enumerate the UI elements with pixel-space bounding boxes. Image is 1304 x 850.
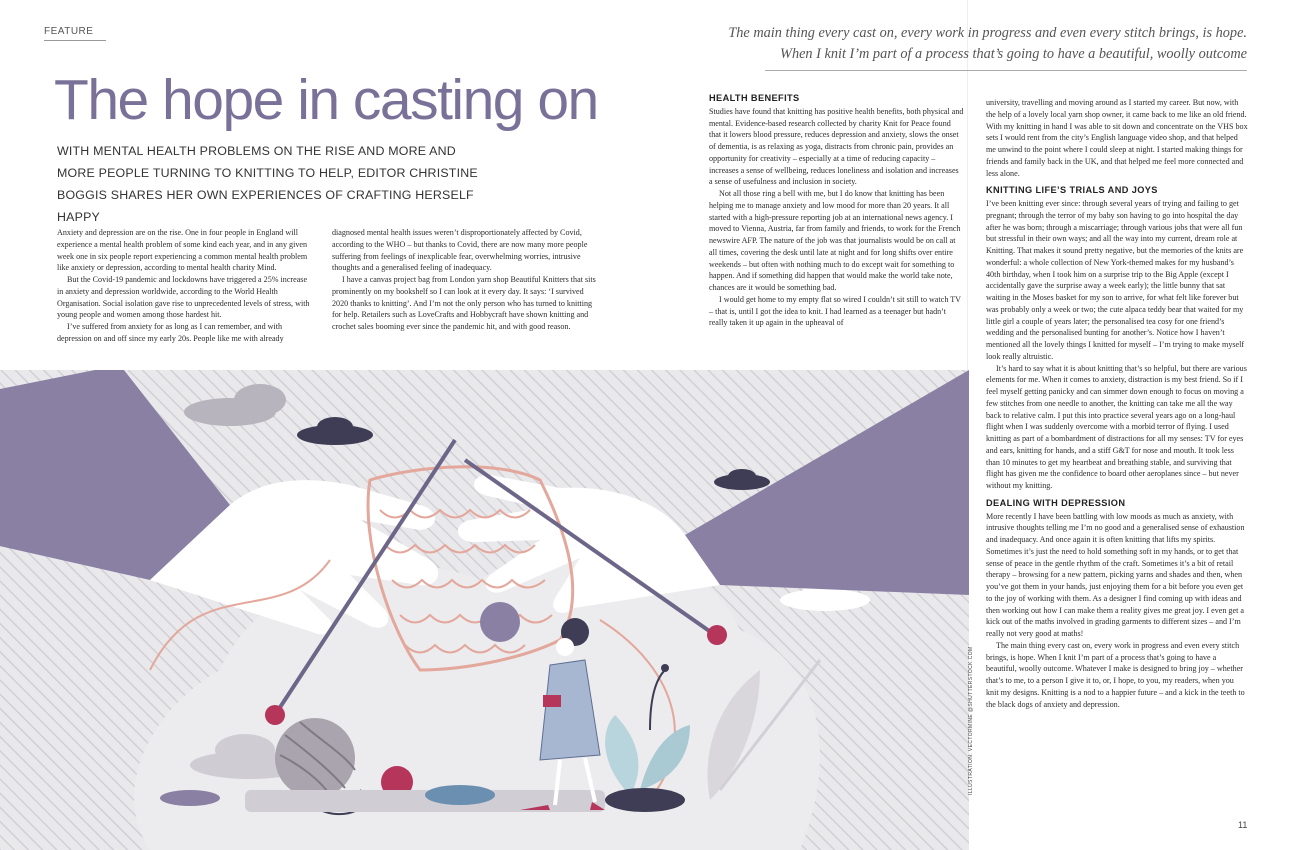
paragraph: But the Covid-19 pandemic and lockdowns have triggered a 25% increase in anxiety and depression worldwide, according to the World Health Organisation. Social isolation gave rise to unprecedented levels of stress, with young people and women among those hardest hit. [57, 275, 310, 320]
section-label: FEATURE [44, 26, 94, 37]
page-number: 11 [1238, 820, 1248, 830]
section-rule [44, 40, 106, 41]
body-column-3 [709, 93, 964, 329]
paragraph: Studies have found that knitting has positive health benefits, both physical and mental. Evidence-based research collected by charity Knit for Peace found that it lowers blood pressure, reduces depression and anxiety, slows the onset of dementia, is as relaxing as yoga, distracts from chronic pain, provides an opportunity for creativity – especially at a time of reducing capacity – increases a sense of wellbeing, reduces loneliness and isolation and increases a sense of usefulness and inclusion in society. [709, 106, 964, 187]
article-title: The hope in casting on [54, 68, 598, 132]
paragraph: diagnosed mental health issues weren’t disproportionately affected by Covid, according to the WHO – but thanks to Covid, there are now many more people suffering from feelings of inexplicable fear, overwhelming worries, intrusive thoughts and a generalised feeling of inadequacy. [332, 228, 588, 273]
body-column-4 [986, 97, 1248, 710]
subheading-dealing-with-depression: DEALING WITH DEPRESSION [986, 497, 1126, 508]
knitting-illustration [0, 370, 969, 850]
paragraph: More recently I have been battling with low moods as much as anxiety, with intrusive thoughts telling me I’m no good and a generalised sense of exhaustion and inadequacy. And once again it is often knitting that lifts my spirits. Sometimes it’s just the need to hold something soft in my hands, or to get that sense of peace in the gentle rhythm of the craft. Sometimes it’s a bit of retail therapy – browsing for a new pattern, picking yarns and shades and then, when you’ve got them in your hands, just enjoying them for a bit before you even get to the joy of working with them. As a designer I find coming up with ideas and then working out how I can make them a reality gives me great joy. I even get a kick out of the maths involved in grading garments to different sizes – and I’m really not very good at maths! [986, 511, 1245, 638]
subheading-knitting-lifes-trials: KNITTING LIFE’S TRIALS AND JOYS [986, 185, 1158, 196]
paragraph: The main thing every cast on, every work in progress and even every stitch brings, is hope. When I knit I’m part of a process that’s going to have a beautiful, woolly outcome. Whatever I make is designed to bring joy – whether that’s to me, to a person I give it to, or, I hope, to you, my readers, when you knit my designs. Knitting is a nod to a happier future – and a kick in the teeth to the black dogs of anxiety and depression. [986, 640, 1245, 709]
pull-quote: The main thing every cast on, every work in progress and even every stitch brings, is hope. When I knit I’m part of a process that’s going to have a beautiful, woolly outcome [728, 25, 1247, 62]
left-needle-tip [265, 705, 285, 725]
article-standfirst: WITH MENTAL HEALTH PROBLEMS ON THE RISE AND MORE AND MORE PEOPLE TURNING TO KNITTING TO HELP, EDITOR CHRISTINE BOGGIS SHARES HER OWN EXPERIENCES OF CRAFTING HERSELF HAPPY [57, 144, 478, 224]
illustration-credit: ILLUSTRATION: VECTORMINE @SHUTTERSTOCK.COM [968, 646, 974, 795]
dark-bush [605, 788, 685, 812]
paragraph: It’s hard to say what it is about knitting that’s so helpful, but there are various elements for me. When it comes to anxiety, distraction is my best friend. So if I feel myself getting panicky and can simmer down enough to focus on moving a few stitches from one needle to another, the knitting can take me all the way back to relative calm. I put this into practice several years ago on a long-haul flight when I was suddenly overcome with a morbid terror of flying. I used knitting as part of a bombardment of distractions for all my senses: TV for eyes and ears, knitting for hands, and a stiff G&T for nose and mouth. It took less than 10 minutes to get my heartbeat and breathing stable, and surviving that flight has given me the confidence to board other aeroplanes since – but never without my knitting. [986, 363, 1247, 490]
blue-bush [425, 785, 495, 805]
body-column-1 [57, 227, 312, 345]
subheading-health-benefits: HEALTH BENEFITS [709, 93, 800, 103]
paragraph: I’ve been knitting ever since: through several years of trying and failing to get pregnant; through the terror of my baby son having to go into hospital the day after he was born; through a miscarriage; through various jobs that were all fun but stressful in their own ways; and all the way into my current, dream role at Knitting. That makes it sound pretty negative, but the memories of the knits are wonderful: a whole collection of New York-themed makes for my husband’s 40th birthday, when I took him on a surprise trip to the Big Apple (except I accidentally gave the surprise away a week early); the little bunny that sat waiting in the Moses basket for my son to arrive, for what felt like forever but was probably only a week or two; the cute alpaca teddy bear that waited for my little girl a couple of years later; the personalised tea cosy for one friend’s wedding and the personalised bunting for another’s. Notice how I haven’t mentioned all the lovely things I knitted for myself – I’m trying to make myself look really altruistic. [986, 199, 1245, 361]
paragraph: I’ve suffered from anxiety for as long as I can remember, and with depression on and off since my early 20s. People like me with already [57, 322, 284, 343]
grey-mound-left [160, 790, 220, 806]
body-column-2 [332, 227, 600, 333]
paragraph: Not all those ring a bell with me, but I do know that knitting has been helping me to manage anxiety and low mood for more than 20 years. It all started with a high-pressure reporting job at an international news agency. I moved to Vienna, Austria, far from family and friends, to work for the French newswire AFP. The nature of the job was that journalists would be on call at all times, covering the desk until late at night and for long shifts over entire weekends – but often with nothing much to do except wait for something to happen. And if something did happen that would make the world take note, chances are it would be something bad. [709, 189, 961, 292]
pull-quote-rule [765, 70, 1247, 71]
ground-strip [245, 790, 605, 812]
paragraph: I have a canvas project bag from London yarn shop Beautiful Knitters that sits prominently on my bookshelf so I can look at it every day. It says: ‘I survived 2020 thanks to knitting’. And I’m not the only person who has turned to knitting for help. Retailers such as LoveCrafts and Hobbycraft have shown knitting and crochet sales booming ever since the pandemic hit, and with good reason. [332, 275, 596, 331]
paragraph: university, travelling and moving around as I started my career. But now, with the help of a lovely local yarn shop owner, it came back to me like an old friend. With my knitting in hand I was able to sit down and concentrate on the VHS box sets I would rent from the city’s English language video shop, and that helped me unwind to the point where I could sleep at night. I started making things for friends and family back in the UK, and that helped me feel more connected and less alone. [986, 98, 1248, 178]
small-yarn-ball [480, 602, 520, 642]
paragraph: Anxiety and depression are on the rise. One in four people in England will experience a mental health problem of some kind each year, and in any given week one in six people report experiencing a common mental health problem like anxiety or depression, according to mental health charity Mind. [57, 228, 308, 273]
paragraph: I would get home to my empty flat so wired I couldn’t sit still to watch TV – that is, until I got the idea to knit. I had learned as a teenager but hadn’t really taken it up again in the upheaval of [709, 294, 961, 328]
right-needle-tip [707, 625, 727, 645]
